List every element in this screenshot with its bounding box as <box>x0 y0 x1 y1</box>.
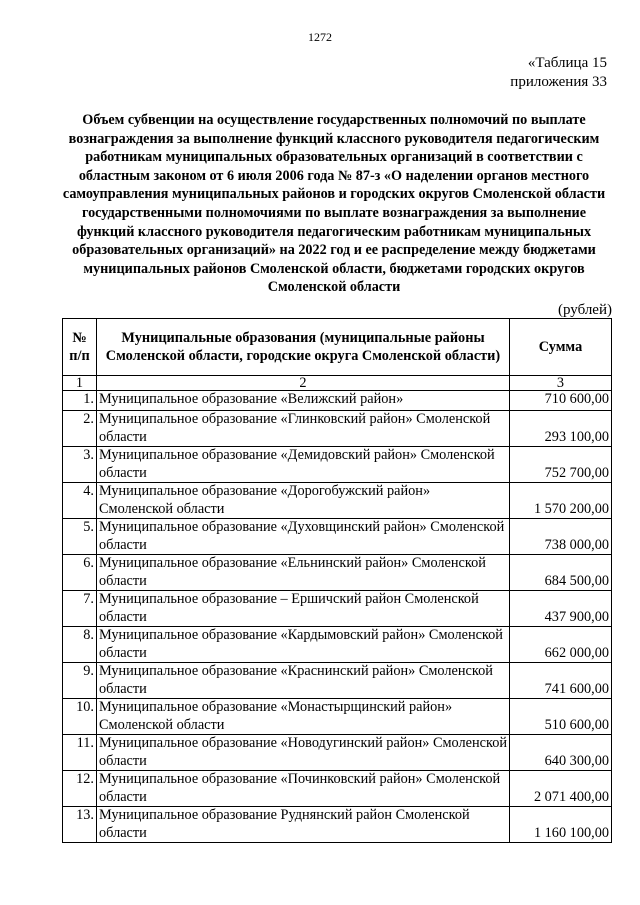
column-number-row <box>63 376 612 391</box>
municipality-name: Муниципальное образование «Духовщинский район» Смоленской области <box>97 519 510 555</box>
document-title: Объем субвенции на осуществление государственных полномочий по выплате вознаграждения за выполнение функций классного руководителя педагогическим работникам муниципальных образовательных организаций в соответствии с областным законом от 6 июля 2006 года № 87-з «О наделении органов местного самоуправления муниципальных районов и городских округов Смоленской области государственными полномочиями по выплате вознаграждения за выполнение функций классного руководителя педагогическим работникам муниципальных образовательных организаций» на 2022 год и ее распределение между бюджетами муниципальных районов Смоленской области, бюджетами городских округов Смоленской области <box>62 112 606 296</box>
subsidy-amount: 741 600,00 <box>510 663 612 699</box>
municipality-name: Муниципальное образование «Ельнинский район» Смоленской области <box>97 555 510 591</box>
table-row <box>63 627 612 663</box>
municipality-name: Муниципальное образование «Дорогобужский район» Смоленской области <box>97 483 510 519</box>
table-row <box>63 807 612 843</box>
row-number: 3. <box>63 447 97 483</box>
subsidy-amount: 1 160 100,00 <box>510 807 612 843</box>
header-amount: Сумма <box>510 319 612 376</box>
subsidy-distribution-table <box>62 318 612 843</box>
row-number: 8. <box>63 627 97 663</box>
table-row <box>63 411 612 447</box>
subsidy-amount: 510 600,00 <box>510 699 612 735</box>
subsidy-amount: 684 500,00 <box>510 555 612 591</box>
municipality-name: Муниципальное образование «Кардымовский район» Смоленской области <box>97 627 510 663</box>
municipality-name: Муниципальное образование «Велижский район» <box>97 391 510 411</box>
row-number: 10. <box>63 699 97 735</box>
table-row <box>63 591 612 627</box>
annex-table-label: «Таблица 15 <box>527 55 607 71</box>
subsidy-amount: 640 300,00 <box>510 735 612 771</box>
municipality-name: Муниципальное образование «Монастырщинский район» Смоленской области <box>97 699 510 735</box>
subsidy-amount: 437 900,00 <box>510 591 612 627</box>
municipality-name: Муниципальное образование «Глинковский район» Смоленской области <box>97 411 510 447</box>
table-row <box>63 483 612 519</box>
table-row <box>63 447 612 483</box>
row-number: 12. <box>63 771 97 807</box>
column-number: 3 <box>510 376 612 391</box>
municipality-name: Муниципальное образование – Ершичский район Смоленской области <box>97 591 510 627</box>
municipality-name: Муниципальное образование Руднянский район Смоленской области <box>97 807 510 843</box>
row-number: 13. <box>63 807 97 843</box>
column-number: 1 <box>63 376 97 391</box>
subsidy-amount: 1 570 200,00 <box>510 483 612 519</box>
municipality-name: Муниципальное образование «Краснинский район» Смоленской области <box>97 663 510 699</box>
annex-reference <box>510 54 607 92</box>
row-number: 4. <box>63 483 97 519</box>
table-row <box>63 771 612 807</box>
column-number: 2 <box>97 376 510 391</box>
table-row <box>63 735 612 771</box>
table-row <box>63 663 612 699</box>
table-row <box>63 519 612 555</box>
table-row <box>63 699 612 735</box>
annex-appendix-label: приложения 33 <box>510 74 607 90</box>
table-row <box>63 555 612 591</box>
row-number: 9. <box>63 663 97 699</box>
row-number: 6. <box>63 555 97 591</box>
subsidy-amount: 2 071 400,00 <box>510 771 612 807</box>
municipality-name: Муниципальное образование «Новодугинский район» Смоленской области <box>97 735 510 771</box>
municipality-name: Муниципальное образование «Починковский район» Смоленской области <box>97 771 510 807</box>
unit-note: (рублей) <box>557 302 612 318</box>
subsidy-amount: 293 100,00 <box>510 411 612 447</box>
row-number: 1. <box>63 391 97 411</box>
row-number: 11. <box>63 735 97 771</box>
table-header-row <box>63 319 612 376</box>
table-row <box>63 391 612 411</box>
subsidy-amount: 662 000,00 <box>510 627 612 663</box>
page-number: 1272 <box>308 30 332 44</box>
municipality-name: Муниципальное образование «Демидовский район» Смоленской области <box>97 447 510 483</box>
subsidy-amount: 752 700,00 <box>510 447 612 483</box>
row-number: 2. <box>63 411 97 447</box>
header-num: № п/п <box>63 319 97 376</box>
row-number: 7. <box>63 591 97 627</box>
subsidy-amount: 738 000,00 <box>510 519 612 555</box>
row-number: 5. <box>63 519 97 555</box>
subsidy-amount: 710 600,00 <box>510 391 612 411</box>
header-municipality: Муниципальные образования (муниципальные районы Смоленской области, городские округа Смоленской области) <box>97 319 510 376</box>
